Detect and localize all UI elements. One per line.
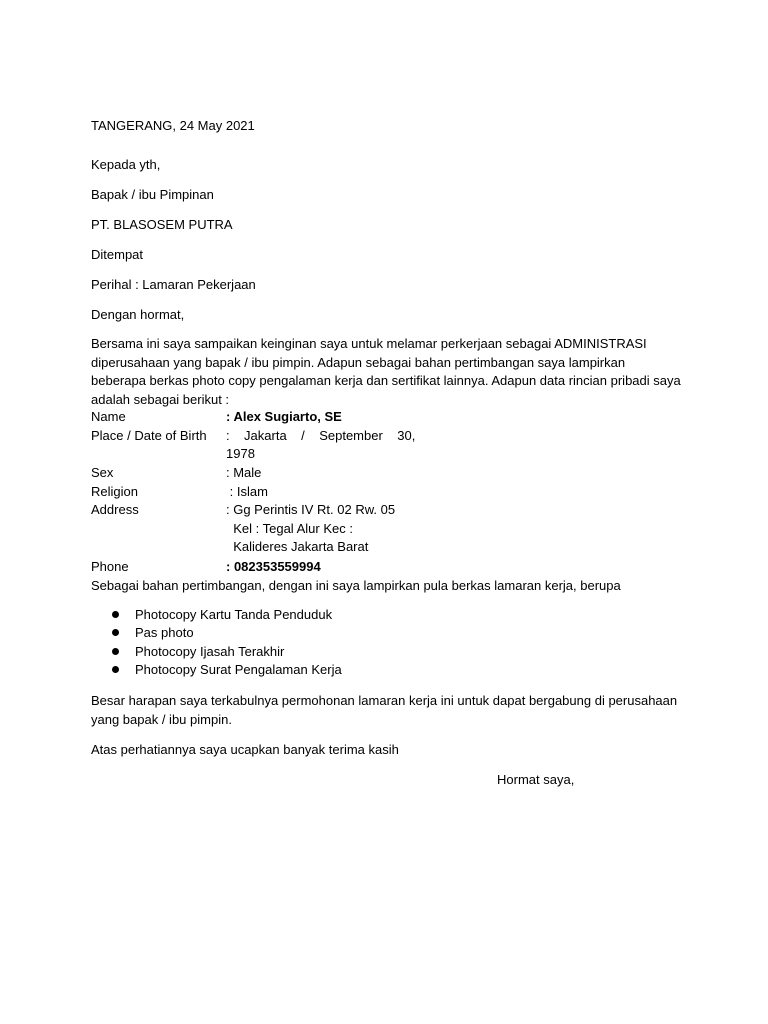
birth-label: Place / Date of Birth <box>91 428 207 443</box>
phone-label: Phone <box>91 559 129 574</box>
list-item <box>91 661 342 679</box>
attachment-label: Photocopy Ijasah Terakhir <box>135 643 285 659</box>
bullet-icon <box>112 666 119 673</box>
recipient-company: PT. BLASOSEM PUTRA <box>91 217 233 232</box>
bullet-icon <box>112 629 119 636</box>
address-line-3: Kalideres Jakarta Barat <box>226 539 369 554</box>
closing-signoff: Hormat saya, <box>497 772 575 787</box>
list-item <box>91 606 342 624</box>
attachments-intro: Sebagai bahan pertimbangan, dengan ini saya lampirkan pula berkas lamaran kerja, berupa <box>91 578 621 593</box>
sex-value: : Male <box>226 465 262 480</box>
place-date: TANGERANG, 24 May 2021 <box>91 118 255 133</box>
religion-value: : Islam <box>226 484 268 499</box>
phone-value: : 082353559994 <box>226 559 321 574</box>
list-item <box>91 643 342 661</box>
recipient-title: Bapak / ibu Pimpinan <box>91 187 214 202</box>
attachment-label: Photocopy Kartu Tanda Penduduk <box>135 607 333 622</box>
attachments-list <box>91 606 342 679</box>
birth-year: 1978 <box>226 446 255 461</box>
address-line-1: : Gg Perintis IV Rt. 02 Rw. 05 <box>226 502 396 517</box>
sex-label: Sex <box>91 465 114 480</box>
intro-paragraph: Bersama ini saya sampaikan keinginan saya untuk melamar perkerjaan sebagai ADMINISTRASI diperusahaan yang bapak / ibu pimpin. Adapun sebagai bahan pertimbangan saya lampirkan beberapa berkas photo copy pengalaman kerja dan sertifikat lainnya. Adapun data rincian pribadi saya adalah sebagai berikut : <box>91 336 681 407</box>
subject-line: Perihal : Lamaran Pekerjaan <box>91 277 256 292</box>
bullet-icon <box>112 611 119 618</box>
recipient-greeting: Kepada yth, <box>91 157 161 172</box>
address-line-2: Kel : Tegal Alur Kec : <box>226 521 353 536</box>
recipient-location: Ditempat <box>91 247 144 262</box>
hope-paragraph: Besar harapan saya terkabulnya permohonan lamaran kerja ini untuk dapat bergabung di perusahaan yang bapak / ibu pimpin. <box>91 693 678 727</box>
attachment-label: Pas photo <box>135 625 194 641</box>
religion-label: Religion <box>91 484 138 499</box>
attachment-label: Photocopy Surat Pengalaman Kerja <box>135 661 342 677</box>
thanks-line: Atas perhatiannya saya ucapkan banyak terima kasih <box>91 742 399 757</box>
name-label: Name <box>91 409 126 424</box>
bullet-icon <box>112 648 119 655</box>
list-item <box>91 624 342 642</box>
birth-value: : Jakarta / September 30, <box>226 428 416 443</box>
salutation: Dengan hormat, <box>91 307 185 322</box>
name-value: : Alex Sugiarto, SE <box>226 409 342 424</box>
address-label: Address <box>91 502 139 517</box>
